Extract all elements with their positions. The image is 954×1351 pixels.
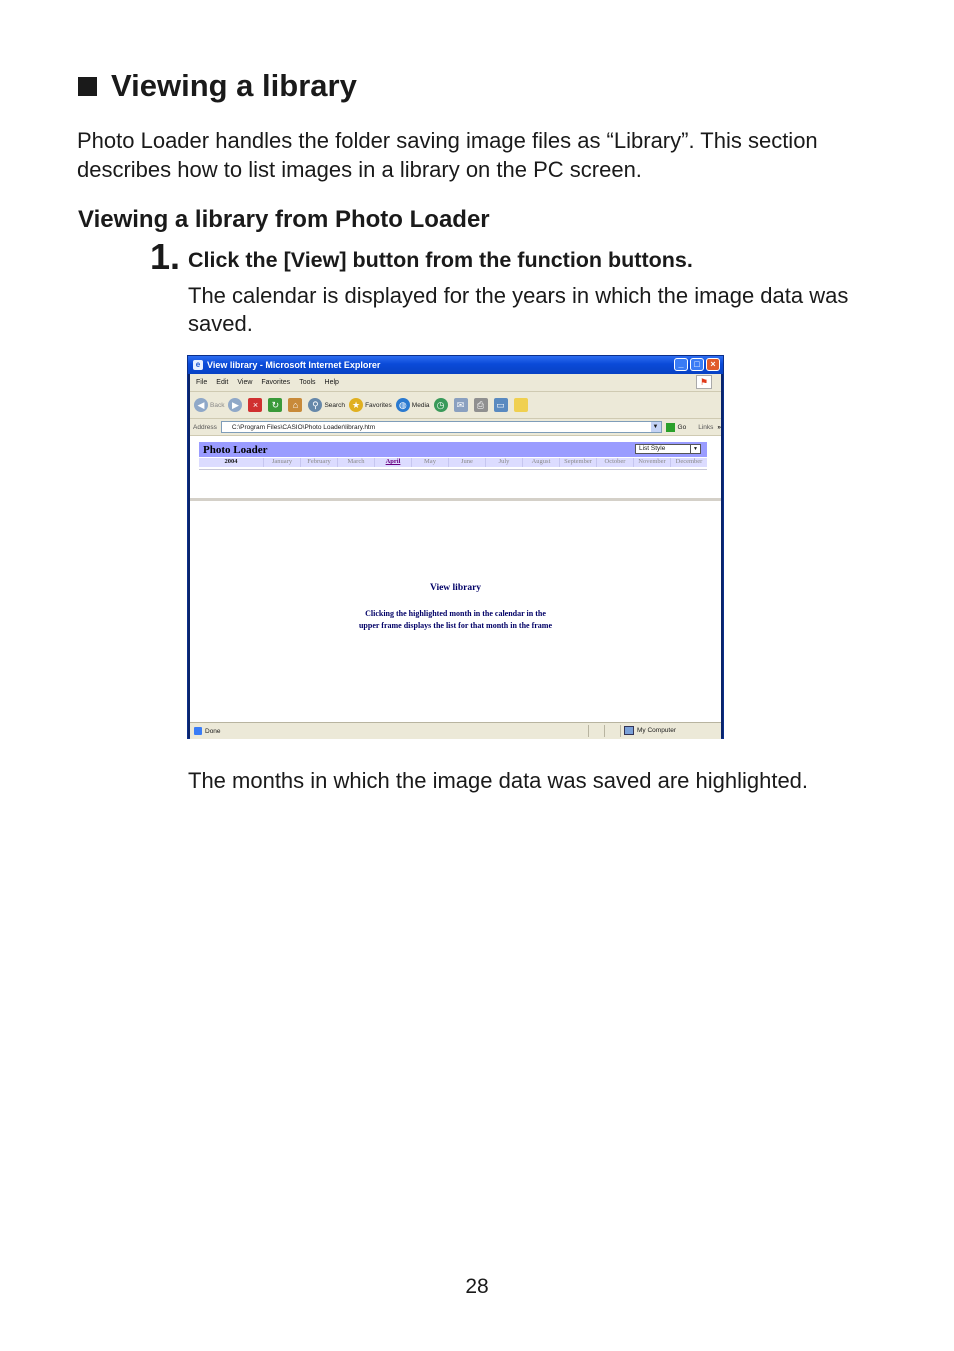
address-label: Address	[193, 423, 217, 431]
address-bar	[190, 419, 721, 436]
month-november: November	[633, 458, 670, 467]
calendar-row	[199, 458, 707, 467]
mail-icon: ✉	[454, 398, 468, 412]
printer-icon: ⎙	[474, 398, 488, 412]
forward-arrow-icon: ▶	[228, 398, 242, 412]
refresh-button[interactable]	[268, 398, 284, 412]
after-text: The months in which the image data was saved are highlighted.	[188, 768, 809, 793]
back-button[interactable]: ◀ Back	[194, 398, 224, 412]
month-august: August	[522, 458, 559, 467]
browser-toolbar	[190, 392, 721, 419]
close-button[interactable]: ×	[706, 358, 720, 371]
view-library-description: Clicking the highlighted month in the calendar in the upper frame displays the list for that month in the frame	[358, 609, 553, 630]
photo-loader-title: Photo Loader	[203, 443, 268, 456]
messenger-button[interactable]	[514, 398, 530, 412]
page-number: 28	[465, 1275, 489, 1298]
computer-icon	[624, 726, 634, 735]
chevron-right-icon[interactable]: »	[717, 423, 721, 431]
window-title: View library - Microsoft Internet Explorer	[207, 360, 381, 370]
search-button[interactable]: ⚲ Search	[308, 398, 345, 412]
refresh-icon: ↻	[268, 398, 282, 412]
menu-tools[interactable]: Tools	[299, 379, 316, 386]
status-text: Done	[205, 727, 221, 735]
browser-screenshot	[187, 355, 724, 739]
section-title	[78, 68, 357, 104]
menu-view[interactable]: View	[237, 379, 253, 386]
history-button[interactable]	[434, 398, 450, 412]
home-button[interactable]	[288, 398, 304, 412]
minimize-button[interactable]: _	[674, 358, 688, 371]
windows-logo-icon: ⚑	[696, 375, 712, 389]
style-select[interactable]: List Style ▼	[635, 444, 701, 454]
search-icon: ⚲	[308, 398, 322, 412]
go-arrow-icon	[666, 423, 675, 432]
address-dropdown-icon[interactable]: ▼	[651, 422, 661, 432]
links-button[interactable]: Links	[698, 423, 714, 431]
ie-icon: e	[193, 360, 203, 370]
address-input[interactable]	[221, 421, 662, 433]
section-bullet-icon	[78, 77, 97, 96]
edit-button[interactable]	[494, 398, 510, 412]
stop-icon: ×	[248, 398, 262, 412]
back-arrow-icon: ◀	[194, 398, 208, 412]
section-title-text: Viewing a library	[111, 68, 357, 103]
list-frame	[190, 501, 721, 722]
month-october: October	[596, 458, 633, 467]
calendar-divider	[199, 469, 707, 470]
month-february: February	[300, 458, 337, 467]
step-instruction: Click the [View] button from the function buttons.	[188, 248, 693, 272]
note-icon	[514, 398, 528, 412]
star-icon: ★	[349, 398, 363, 412]
month-december: December	[670, 458, 707, 467]
media-button[interactable]: ◍ Media	[396, 398, 430, 412]
favorites-button[interactable]: ★ Favorites	[349, 398, 392, 412]
window-titlebar	[188, 356, 723, 374]
forward-button[interactable]	[228, 398, 244, 412]
media-globe-icon: ◍	[396, 398, 410, 412]
home-icon: ⌂	[288, 398, 302, 412]
month-july: July	[485, 458, 522, 467]
photo-loader-header	[199, 442, 707, 457]
stop-button[interactable]	[248, 398, 264, 412]
menu-help[interactable]: Help	[324, 379, 339, 386]
page-content	[190, 436, 721, 722]
history-icon: ◷	[434, 398, 448, 412]
month-september: September	[559, 458, 596, 467]
step-number: 1.	[150, 236, 181, 277]
print-button[interactable]	[474, 398, 490, 412]
security-zone: My Computer	[624, 726, 676, 735]
month-june: June	[448, 458, 485, 467]
step-description: The calendar is displayed for the years in which the image data was saved.	[188, 283, 849, 336]
subsection-title: Viewing a library from Photo Loader	[78, 206, 490, 233]
maximize-button[interactable]: □	[690, 358, 704, 371]
month-march: March	[337, 458, 374, 467]
menu-bar	[190, 374, 721, 392]
mail-button[interactable]	[454, 398, 470, 412]
go-button[interactable]: Go	[666, 423, 687, 432]
menu-file[interactable]: File	[196, 379, 208, 386]
menu-edit[interactable]: Edit	[216, 379, 229, 386]
select-arrow-icon: ▼	[690, 445, 700, 453]
calendar-year: 2004	[199, 458, 263, 467]
calendar-frame	[190, 436, 721, 501]
month-april[interactable]: April	[374, 458, 411, 467]
month-january: January	[263, 458, 300, 467]
intro-paragraph: Photo Loader handles the folder saving image files as “Library”. This section describes how to list images in a library on the PC screen.	[77, 128, 818, 182]
page-icon	[194, 727, 202, 735]
month-may: May	[411, 458, 448, 467]
status-bar	[190, 722, 721, 739]
edit-icon: ▭	[494, 398, 508, 412]
menu-favorites[interactable]: Favorites	[261, 379, 291, 386]
view-library-title: View library	[429, 583, 482, 593]
address-value: C:\Program Files\CASIO\Photo Loader\library.htm	[231, 424, 376, 431]
